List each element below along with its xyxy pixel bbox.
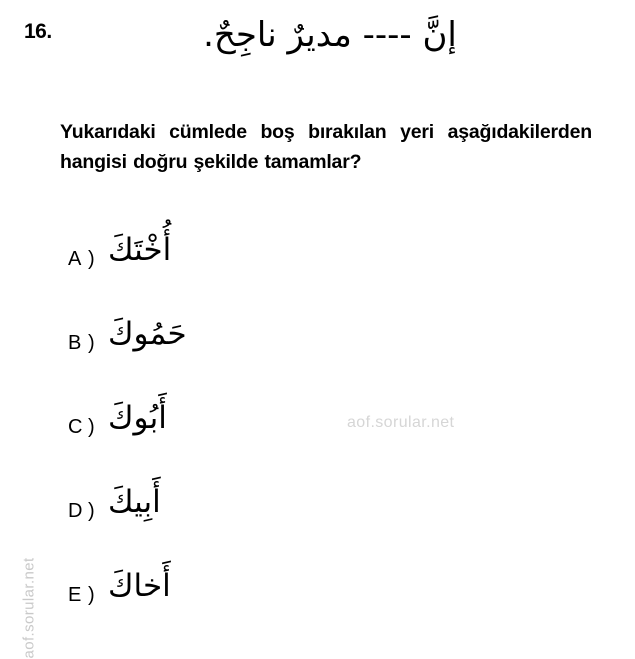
option-d[interactable] <box>60 480 600 564</box>
option-b[interactable] <box>60 312 600 396</box>
option-e-paren: ) <box>88 584 95 606</box>
option-a-letter: A <box>68 248 82 270</box>
question-prompt: Yukarıdaki cümlede boş bırakılan yeri aşağıdakilerden hangisi doğru şekilde tamamlar? <box>60 121 592 173</box>
option-d-letter: D <box>68 500 83 522</box>
option-a-text: أُخْتَكَ <box>108 232 172 268</box>
option-e[interactable] <box>60 564 600 648</box>
option-c-paren: ) <box>88 416 95 438</box>
option-e-letter: E <box>68 584 82 606</box>
option-b-text: حَمُوكَ <box>108 316 187 352</box>
option-c-text: أَبُوكَ <box>108 400 167 436</box>
options-list <box>60 228 600 648</box>
center-watermark: aof.sorular.net <box>347 414 455 431</box>
option-d-text: أَبِيكَ <box>108 484 161 520</box>
option-a-paren: ) <box>88 248 95 270</box>
option-b-paren: ) <box>88 332 95 354</box>
option-d-paren: ) <box>88 500 95 522</box>
question-number: 16. <box>24 20 52 43</box>
option-e-text: أَخاكَ <box>108 568 171 604</box>
option-c[interactable] <box>60 396 600 480</box>
option-c-letter: C <box>68 416 83 438</box>
option-b-letter: B <box>68 332 82 354</box>
question-stem-arabic: إنَّ ---- مديرٌ ناجِحٌ. <box>203 15 457 55</box>
option-a[interactable] <box>60 228 600 312</box>
side-watermark: aof.sorular.net <box>20 557 38 659</box>
